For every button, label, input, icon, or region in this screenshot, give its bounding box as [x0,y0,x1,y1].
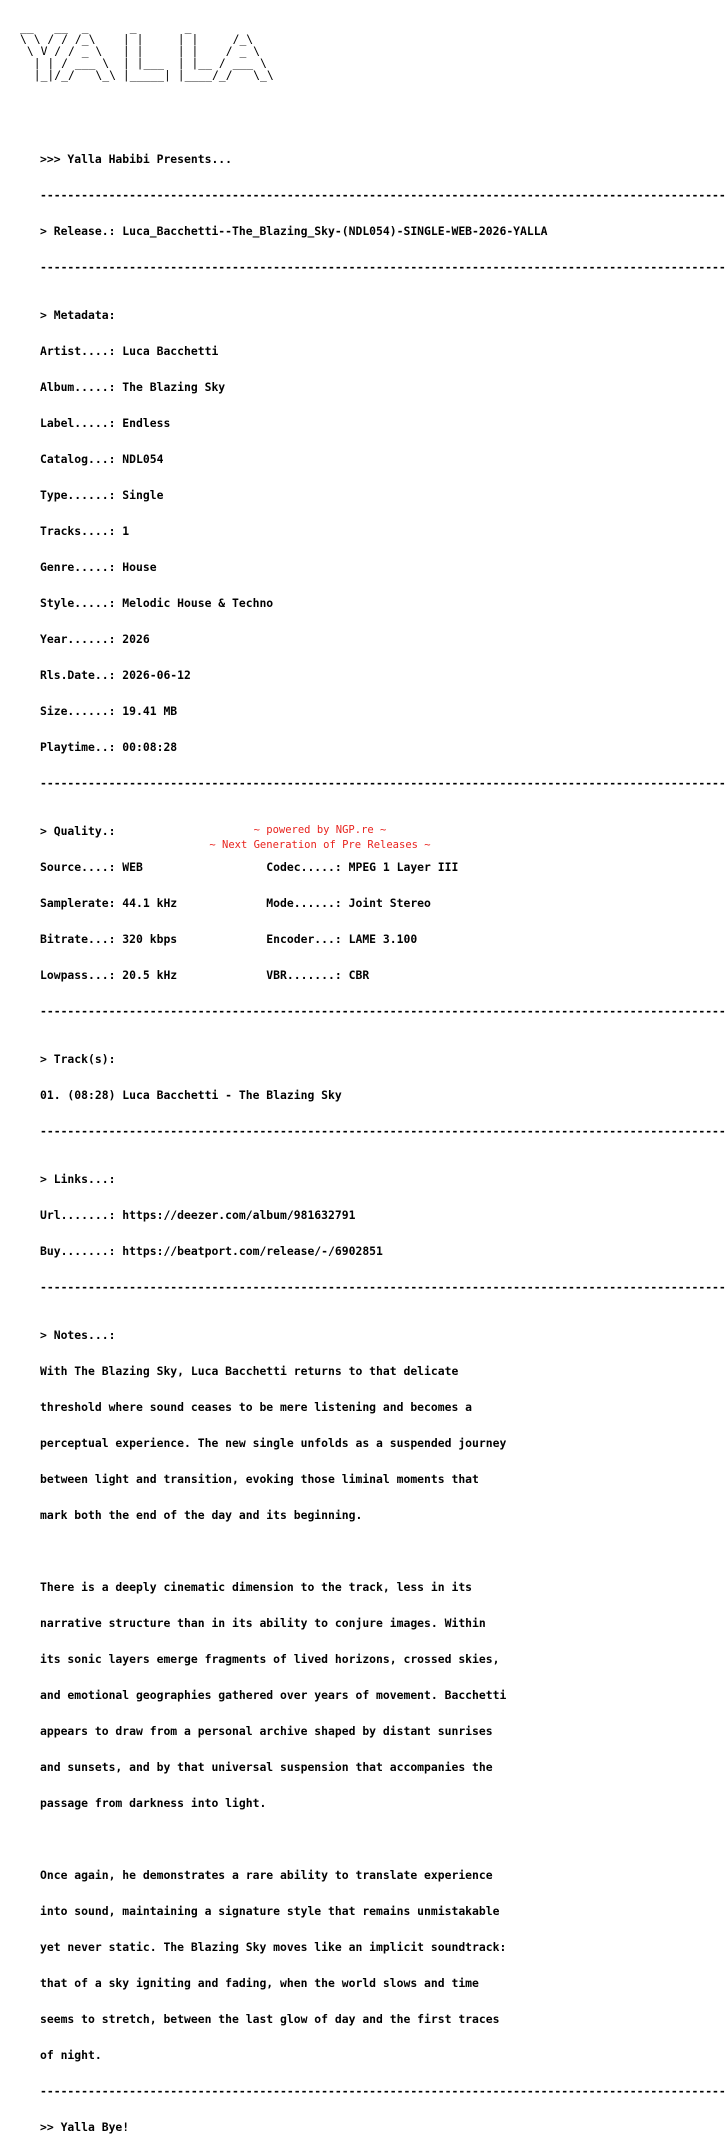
notes-line: of night. [40,2048,102,2062]
metadata-row: Catalog...: NDL054 [40,452,164,466]
metadata-row: Type......: Single [40,488,164,502]
separator: ---------------------------------------------------------------------------------------------------- [40,188,726,202]
footer-tagline: ~ Next Generation of Pre Releases ~ [209,839,431,851]
track-row: 01. (08:28) Luca Bacchetti - The Blazing Sky [40,1088,342,1102]
notes-line: narrative structure than in its ability to conjure images. Within [40,1616,486,1630]
separator: ---------------------------------------------------------------------------------------------------- [40,1280,726,1294]
metadata-row: Artist....: Luca Bacchetti [40,344,219,358]
notes-line: perceptual experience. The new single unfolds as a suspended journey [40,1436,507,1450]
metadata-row: Playtime..: 00:08:28 [40,740,178,754]
quality-row: Lowpass...: 20.5 kHz VBR.......: CBR [40,968,370,982]
metadata-row: Year......: 2026 [40,632,150,646]
logo-line: | | / ___ \ | |___ | |__ / ___ \ [20,56,267,70]
quality-row: Samplerate: 44.1 kHz Mode......: Joint Stereo [40,896,431,910]
separator: ---------------------------------------------------------------------------------------------------- [40,1124,726,1138]
notes-line: There is a deeply cinematic dimension to the track, less in its [40,1580,473,1594]
nfo-document [40,129,726,2145]
notes-line: its sonic layers emerge fragments of lived horizons, crossed skies, [40,1652,500,1666]
metadata-row: Tracks....: 1 [40,524,130,538]
metadata-heading: > Metadata: [40,308,116,322]
footer-powered-by: ~ powered by NGP.re ~ [253,824,387,836]
logo-line: |_|/_/ \_\ |_____| |____/_/ \_\ [20,68,274,82]
notes-line: threshold where sound ceases to be mere listening and becomes a [40,1400,473,1414]
notes-line: into sound, maintaining a signature style that remains unmistakable [40,1904,500,1918]
separator: ---------------------------------------------------------------------------------------------------- [40,1004,726,1018]
yalla-ascii-logo [20,21,274,81]
quality-heading: > Quality.: [40,824,116,838]
bye-line: >> Yalla Bye! [40,2120,130,2134]
notes-line: Once again, he demonstrates a rare ability to translate experience [40,1868,493,1882]
notes-heading: > Notes...: [40,1328,116,1342]
metadata-row: Size......: 19.41 MB [40,704,178,718]
quality-row: Source....: WEB Codec.....: MPEG 1 Layer III [40,860,459,874]
separator: ---------------------------------------------------------------------------------------------------- [40,260,726,274]
logo-line: __ __ _ _ _ [20,20,240,34]
notes-line: between light and transition, evoking those liminal moments that [40,1472,479,1486]
separator: ---------------------------------------------------------------------------------------------------- [40,2084,726,2098]
metadata-row: Style.....: Melodic House & Techno [40,596,274,610]
notes-line: and emotional geographies gathered over years of movement. Bacchetti [40,1688,507,1702]
notes-line: passage from darkness into light. [40,1796,267,1810]
metadata-row: Album.....: The Blazing Sky [40,380,226,394]
links-heading: > Links...: [40,1172,116,1186]
blank-line [40,1545,726,1557]
logo-line: \ \ / / /_\ | | | | /_\ [20,32,254,46]
metadata-row: Rls.Date..: 2026-06-12 [40,668,191,682]
notes-line: With The Blazing Sky, Luca Bacchetti returns to that delicate [40,1364,459,1378]
metadata-row: Genre.....: House [40,560,157,574]
logo-line: \ V / / _ \ | | | | / _ \ [20,44,261,58]
metadata-row: Label.....: Endless [40,416,171,430]
link-row-url[interactable]: Url.......: https://deezer.com/album/981632791 [40,1208,356,1222]
notes-line: mark both the end of the day and its beginning. [40,1508,363,1522]
link-row-buy[interactable]: Buy.......: https://beatport.com/release/-/6902851 [40,1244,383,1258]
tracks-heading: > Track(s): [40,1052,116,1066]
presents-line: >>> Yalla Habibi Presents... [40,152,233,166]
release-line: > Release.: Luca_Bacchetti--The_Blazing_Sky-(NDL054)-SINGLE-WEB-2026-YALLA [40,224,548,238]
notes-line: that of a sky igniting and fading, when the world slows and time [40,1976,479,1990]
quality-row: Bitrate...: 320 kbps Encoder...: LAME 3.100 [40,932,418,946]
notes-line: yet never static. The Blazing Sky moves like an implicit soundtrack: [40,1940,507,1954]
notes-line: appears to draw from a personal archive shaped by distant sunrises [40,1724,493,1738]
notes-line: seems to stretch, between the last glow of day and the first traces [40,2012,500,2026]
separator: ---------------------------------------------------------------------------------------------------- [40,776,726,790]
blank-line [40,1833,726,1845]
notes-line: and sunsets, and by that universal suspension that accompanies the [40,1760,493,1774]
